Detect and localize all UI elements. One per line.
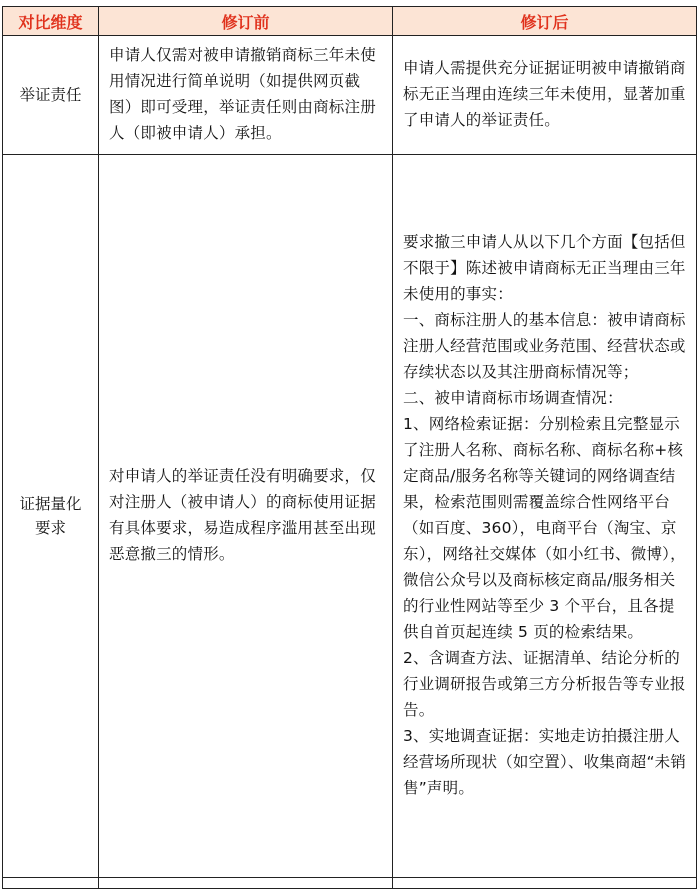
after-paragraph: 2、含调查方法、证据清单、结论分析的行业调研报告或第三方分析报告等专业报告。 [403, 649, 686, 719]
after-paragraph: 申请人需提供充分证据证明被申请撤销商标无正当理由连续三年未使用，显著加重了申请人的举证责任。 [403, 59, 686, 129]
row-before-text: 对申请人的举证责任没有明确要求，仅对注册人（被申请人）的商标使用证据有具体要求，易造成程序滥用甚至出现恶意撤三的情形。 [99, 155, 393, 878]
header-after: 修订后 [393, 7, 697, 36]
after-paragraph: 一、商标注册人的基本信息：被申请商标注册人经营范围或业务范围、经营状态或存续状态以及其注册商标情况等； [403, 311, 686, 381]
table-row [3, 155, 697, 878]
row-after-text [393, 36, 697, 155]
after-paragraph: 3、实地调查证据：实地走访拍摄注册人经营场所现状（如空置）、收集商超“未销售”声明。 [403, 727, 687, 797]
row-dimension: 证据量化要求 [3, 155, 99, 878]
table-row [3, 36, 697, 155]
header-row [3, 7, 697, 36]
row-dimension: 举证责任 [3, 36, 99, 155]
after-paragraph: 1、网络检索证据：分别检索且完整显示了注册人名称、商标名称、商标名称+核定商品/服务名称等关键词的网络调查结果，检索范围则需覆盖综合性网络平台（如百度、360），电商平台（淘宝、京东），网络社交媒体（如小红书、微博），微信公众号以及商标核定商品/服务相关的行业性网站等至少 3 个平台，且各提供自首页起连续 5 页的检索结果。 [403, 415, 686, 641]
header-dimension: 对比维度 [3, 7, 99, 36]
table-row-continued [3, 878, 697, 889]
row-before-text: 申请人仅需对被申请撤销商标三年未使用情况进行简单说明（如提供网页截图）即可受理，举证责任则由商标注册人（即被申请人）承担。 [99, 36, 393, 155]
comparison-table [2, 6, 697, 889]
after-paragraph: 二、被申请商标市场调查情况： [403, 389, 623, 407]
row-after-text [393, 155, 697, 878]
after-paragraph: 要求撤三申请人从以下几个方面【包括但不限于】陈述被申请商标无正当理由三年未使用的事实： [403, 233, 686, 303]
header-before: 修订前 [99, 7, 393, 36]
